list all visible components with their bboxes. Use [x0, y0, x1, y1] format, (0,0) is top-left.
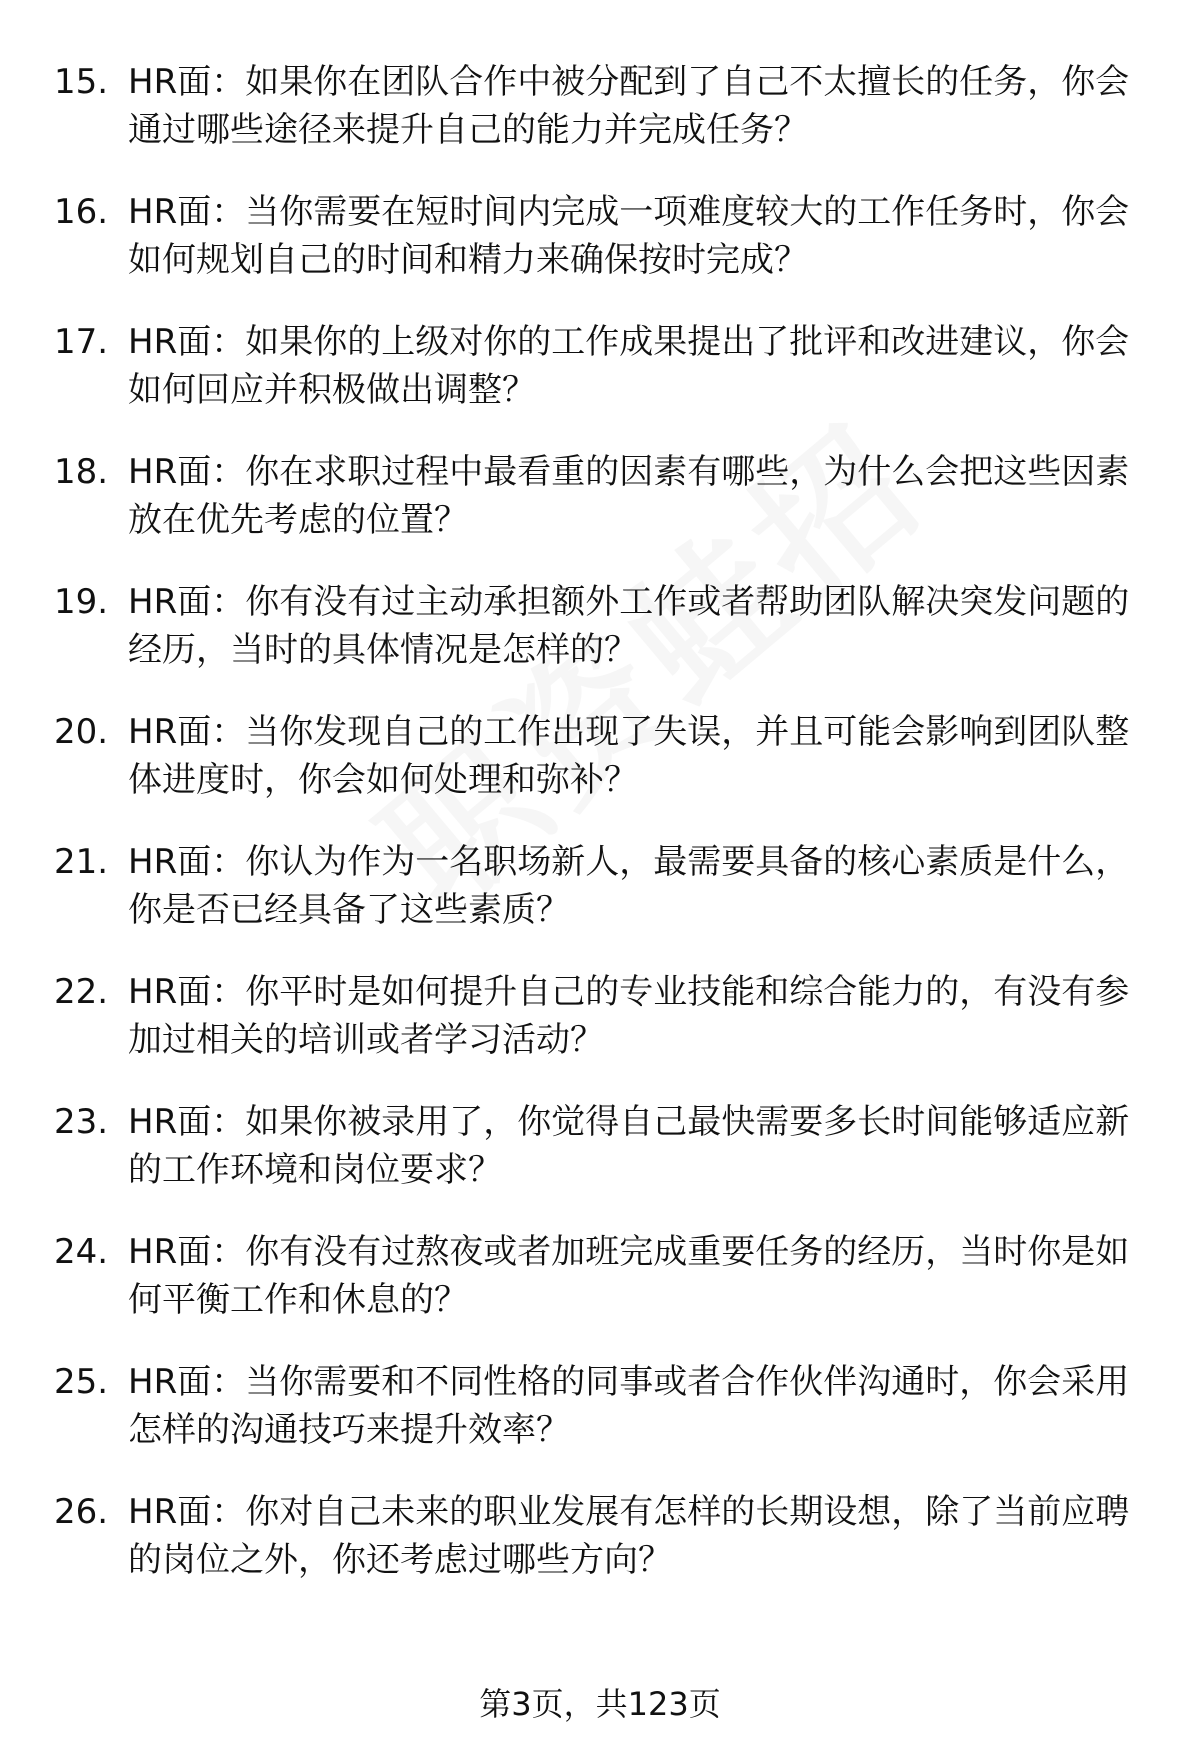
question-text: HR面：你有没有过熬夜或者加班完成重要任务的经历，当时你是如何平衡工作和休息的？ — [128, 1232, 1130, 1320]
question-number: 20. — [54, 712, 109, 752]
question-number: 15. — [54, 62, 109, 102]
question-text: HR面：当你需要在短时间内完成一项难度较大的工作任务时，你会如何规划自己的时间和精力来确保按时完成？ — [128, 192, 1130, 280]
list-item — [0, 578, 1200, 708]
question-text: HR面：你认为作为一名职场新人，最需要具备的核心素质是什么，你是否已经具备了这些素质？ — [128, 842, 1130, 930]
question-text: HR面：你对自己未来的职业发展有怎样的长期设想，除了当前应聘的岗位之外，你还考虑过哪些方向？ — [128, 1492, 1130, 1580]
list-item — [0, 1488, 1200, 1618]
question-number: 21. — [54, 842, 109, 882]
question-number: 23. — [54, 1102, 109, 1142]
question-text: HR面：当你发现自己的工作出现了失误，并且可能会影响到团队整体进度时，你会如何处理和弥补？ — [128, 712, 1130, 800]
list-item — [0, 188, 1200, 318]
question-number: 24. — [54, 1232, 109, 1272]
list-item — [0, 318, 1200, 448]
question-text: HR面：当你需要和不同性格的同事或者合作伙伴沟通时，你会采用怎样的沟通技巧来提升效率？ — [128, 1362, 1130, 1450]
question-text: HR面：如果你被录用了，你觉得自己最快需要多长时间能够适应新的工作环境和岗位要求？ — [128, 1102, 1130, 1190]
list-item — [0, 708, 1200, 838]
list-item — [0, 1228, 1200, 1358]
question-list — [0, 58, 1200, 1618]
question-text: HR面：如果你在团队合作中被分配到了自己不太擅长的任务，你会通过哪些途径来提升自己的能力并完成任务？ — [128, 62, 1130, 150]
list-item — [0, 968, 1200, 1098]
question-number: 17. — [54, 322, 109, 362]
page-footer: 第3页，共123页 — [479, 1685, 721, 1723]
question-number: 19. — [54, 582, 109, 622]
question-number: 16. — [54, 192, 109, 232]
question-text: HR面：你在求职过程中最看重的因素有哪些，为什么会把这些因素放在优先考虑的位置？ — [128, 452, 1130, 540]
question-number: 18. — [54, 452, 109, 492]
question-text: HR面：如果你的上级对你的工作成果提出了批评和改进建议，你会如何回应并积极做出调整？ — [128, 322, 1130, 410]
question-number: 25. — [54, 1362, 109, 1402]
list-item — [0, 1358, 1200, 1488]
question-text: HR面：你有没有过主动承担额外工作或者帮助团队解决突发问题的经历，当时的具体情况是怎样的？ — [128, 582, 1130, 670]
list-item — [0, 838, 1200, 968]
question-text: HR面：你平时是如何提升自己的专业技能和综合能力的，有没有参加过相关的培训或者学习活动？ — [128, 972, 1130, 1060]
question-number: 22. — [54, 972, 109, 1012]
list-item — [0, 1098, 1200, 1228]
list-item — [0, 448, 1200, 578]
question-number: 26. — [54, 1492, 109, 1532]
list-item — [0, 58, 1200, 188]
